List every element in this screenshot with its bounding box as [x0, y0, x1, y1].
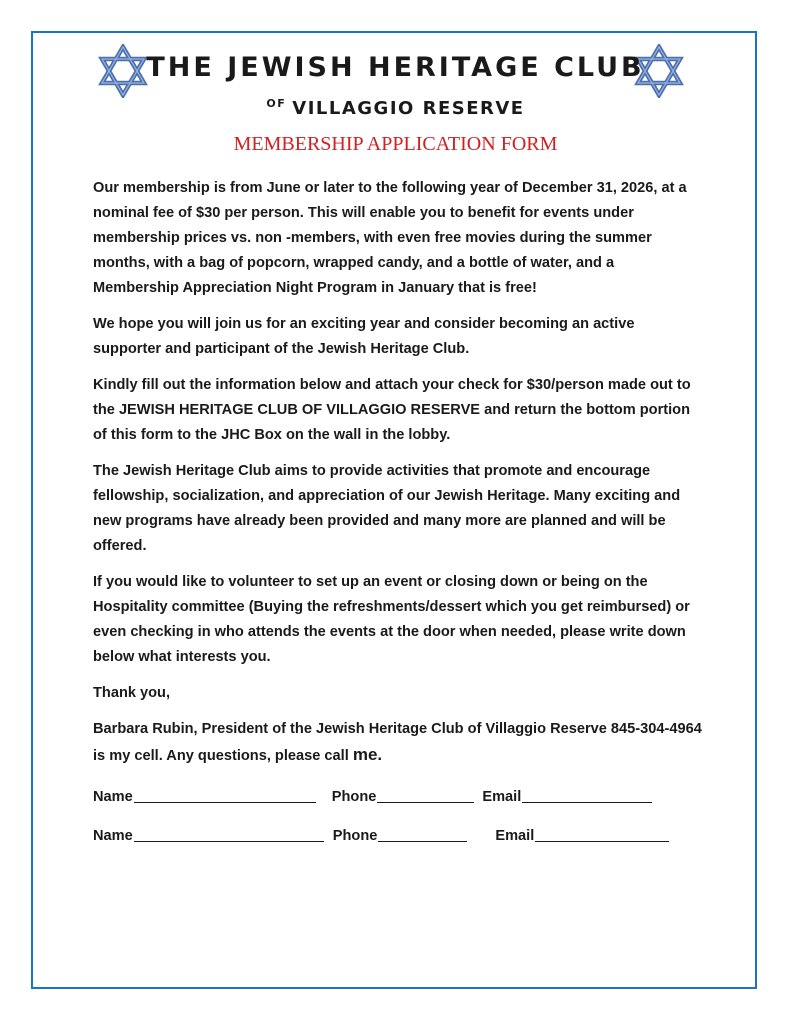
phone-label: Phone: [332, 828, 378, 844]
email-field-1[interactable]: [522, 785, 652, 803]
signature-end: me.: [352, 745, 383, 764]
thanks-line: Thank you,: [93, 685, 171, 701]
letter-body: [93, 176, 703, 849]
of-label: OF: [266, 97, 287, 110]
form-row-1: [93, 785, 703, 810]
phone-label: Phone: [331, 789, 377, 805]
paragraph-mission: The Jewish Heritage Club aims to provide activities that promote and encourage fellowship, socialization, and appreciation of our Jewish Heritage. Many exciting and new programs have already been provided and many more are planned and will be offered.: [93, 463, 681, 554]
email-label: Email: [482, 789, 522, 805]
form-row-2: [93, 824, 703, 849]
email-label: Email: [495, 828, 535, 844]
name-field-1[interactable]: [134, 785, 316, 803]
paragraph-volunteer: If you would like to volunteer to set up an event or closing down or being on the Hospitality committee (Buying the refreshments/dessert which you get reimbursed) or even checking in who attends the events at the door when needed, please write down below what interests you.: [93, 574, 690, 665]
name-label: Name: [93, 789, 133, 805]
phone-field-1[interactable]: [377, 785, 474, 803]
paragraph-instructions: Kindly fill out the information below and attach your check for $30/person made out to the JEWISH HERITAGE CLUB OF VILLAGGIO RESERVE and return the bottom portion of this form to the JHC Box on the wall in the lobby.: [93, 377, 691, 443]
signature-block: [93, 717, 703, 769]
email-field-2[interactable]: [535, 824, 669, 842]
name-field-2[interactable]: [134, 824, 324, 842]
paragraph-membership: Our membership is from June or later to the following year of December 31, 2026, at a nominal fee of $30 per person. This will enable you to benefit for events under membership prices vs. non -members, with even free movies during the summer months, with a bag of popcorn, wrapped candy, and a bottle of water, and a Membership Appreciation Night Program in January that is free!: [93, 180, 687, 296]
club-location-heading: [0, 97, 791, 119]
club-name-heading: THE JEWISH HERITAGE CLUB: [146, 52, 645, 83]
location-label: VILLAGGIO RESERVE: [292, 98, 525, 119]
name-label: Name: [93, 828, 133, 844]
paragraph-invitation: We hope you will join us for an exciting year and consider becoming an active supporter and participant of the Jewish Heritage Club.: [93, 316, 635, 357]
signature-text: Barbara Rubin, President of the Jewish Heritage Club of Villaggio Reserve 845-304-4964 is my cell. Any questions, please call: [93, 721, 702, 764]
phone-field-2[interactable]: [378, 824, 467, 842]
form-title: MEMBERSHIP APPLICATION FORM: [233, 133, 558, 155]
